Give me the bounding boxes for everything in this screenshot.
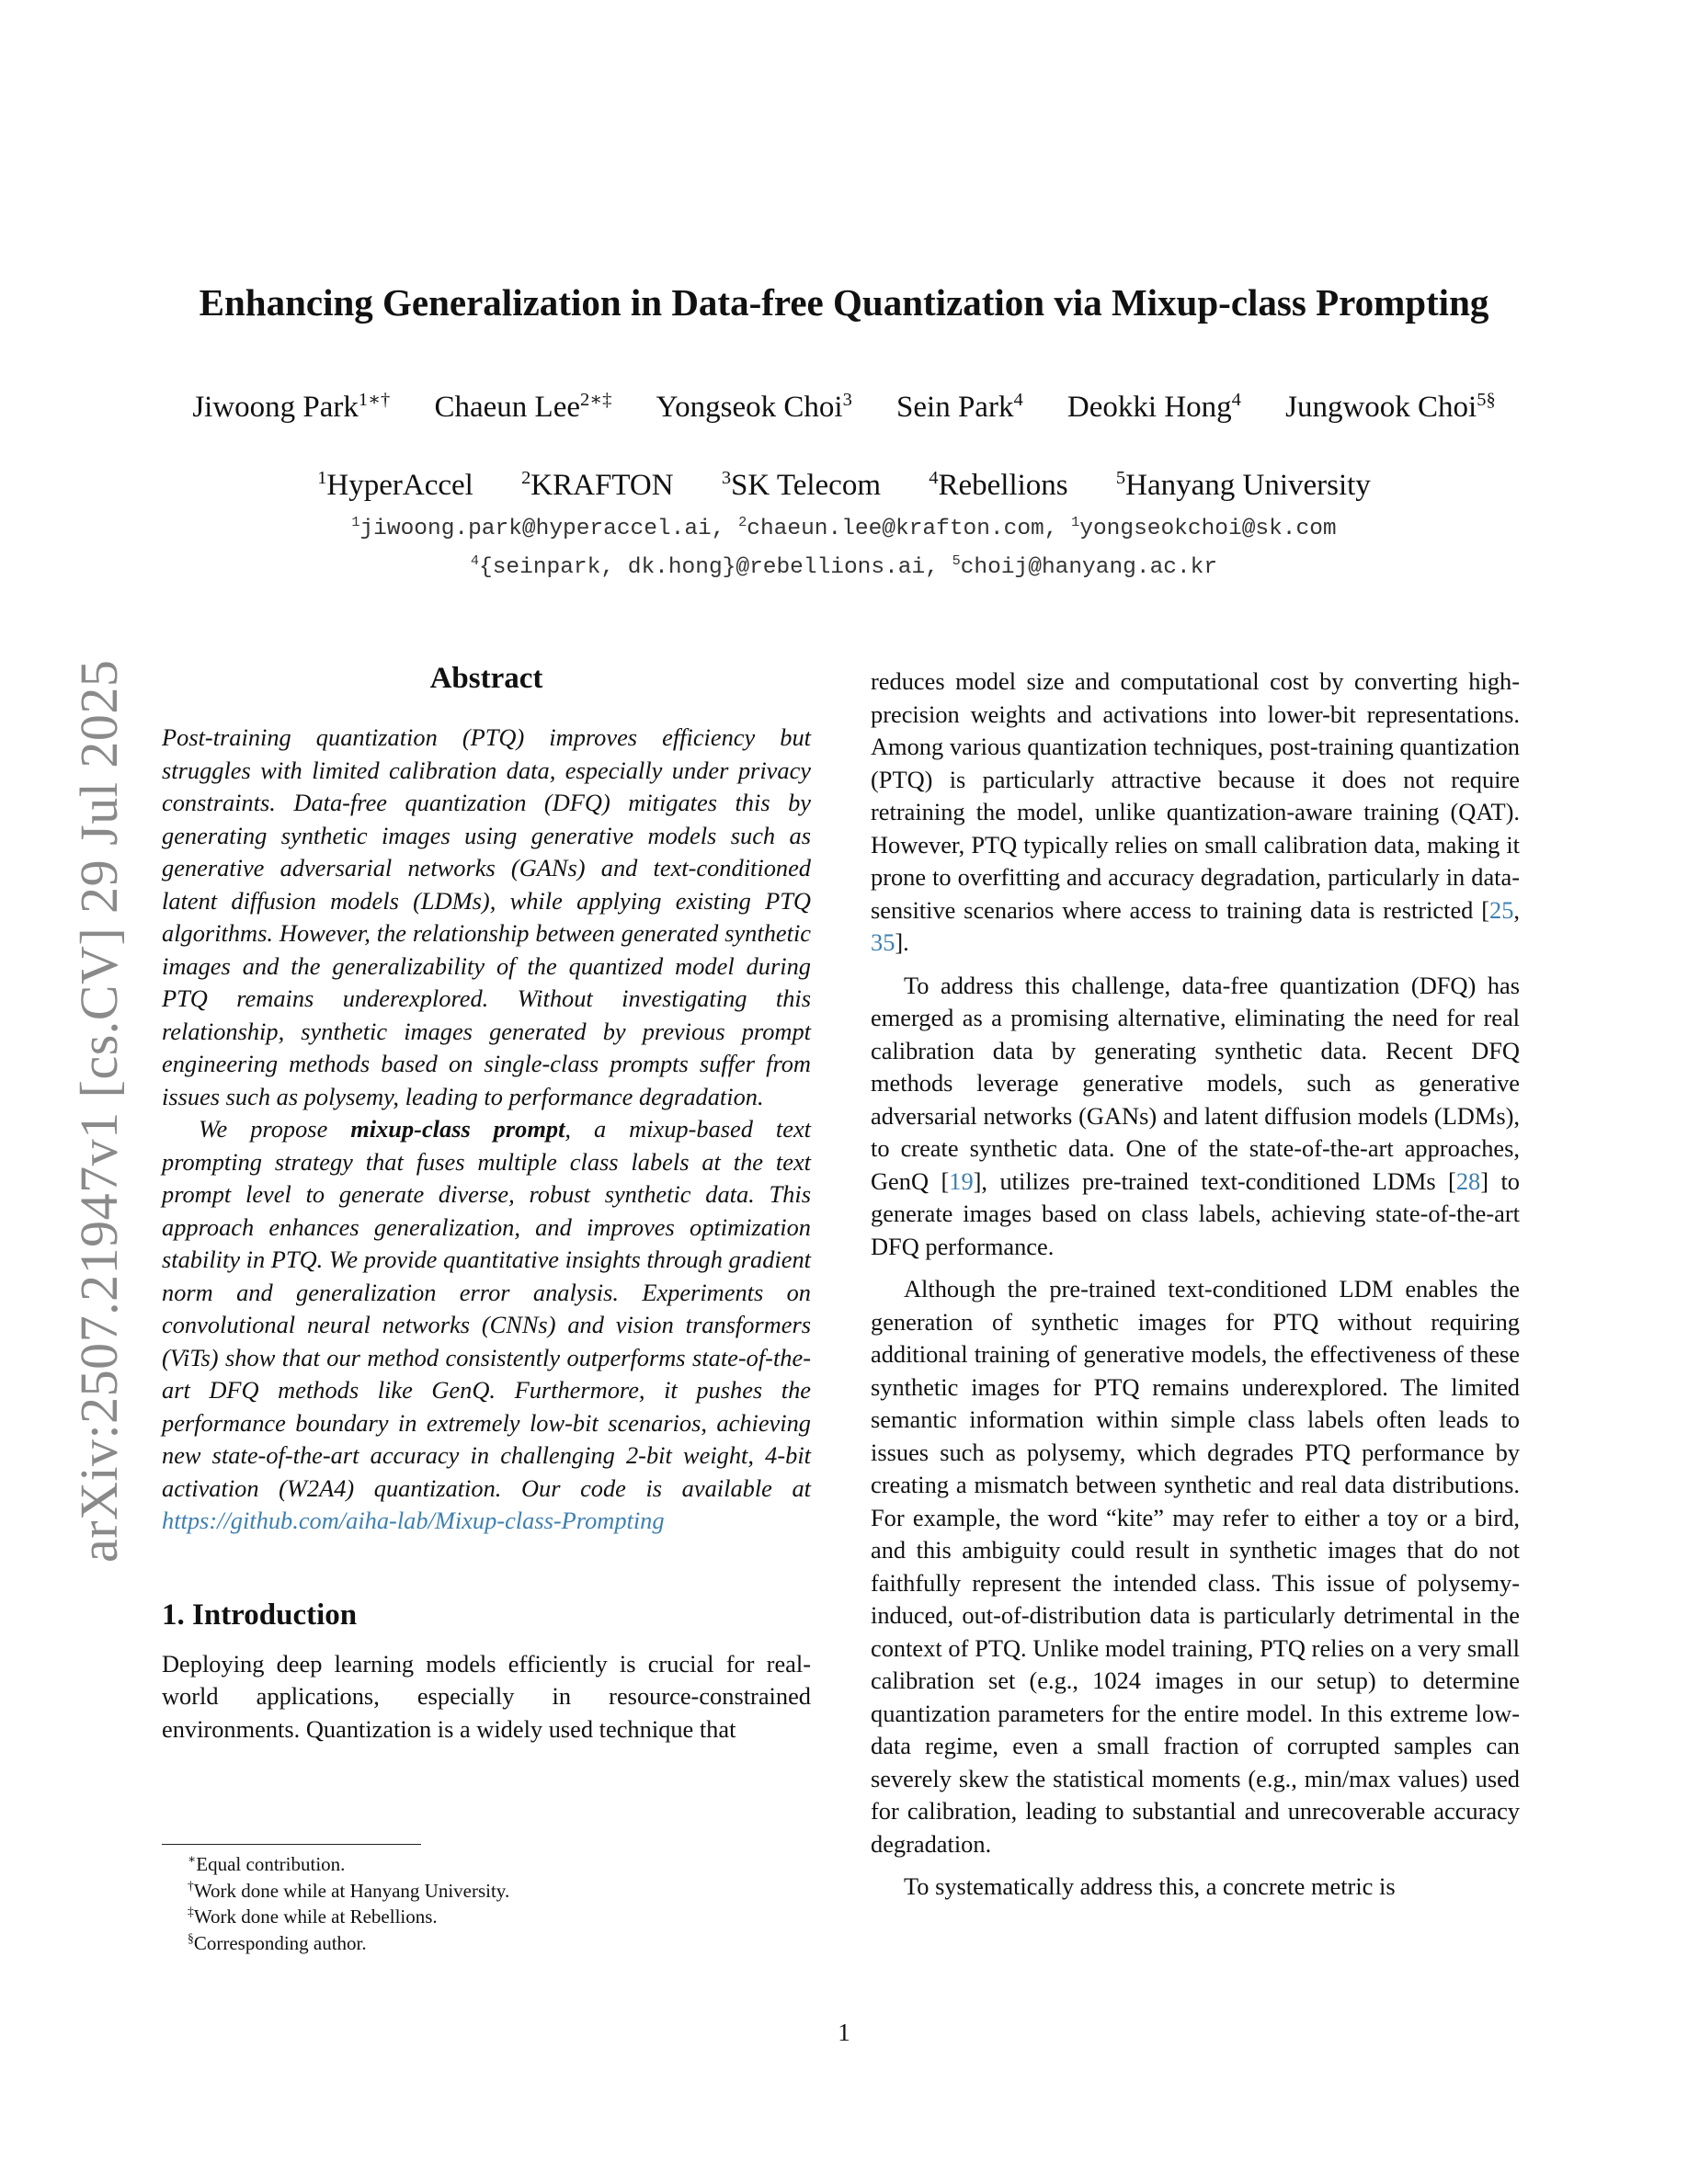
left-column [162, 658, 811, 1746]
body-paragraph: To systematically address this, a concrete metric is [904, 1872, 1396, 1900]
code-link[interactable]: https://github.com/aiha-lab/Mixup-class-Prompting [162, 1507, 665, 1534]
abstract-paragraph: Post-training quantization (PTQ) improves efficiency but struggles with limited calibration data, especially under privacy constraints. Data-free quantization (DFQ) mitigates this by generating synthetic images using generative models such as generative adversarial networks (GANs) and text-conditioned latent diffusion models (LDMs), while applying existing PTQ algorithms. However, the relationship between generated synthetic images and the generalizability of the quantized model during PTQ remains underexplored. Without investigating this relationship, synthetic images generated by previous prompt engineering methods based on single-class prompts suffer from issues such as polysemy, leading to performance degradation. [162, 723, 811, 1110]
email-address: chaeun.lee@krafton.com, [747, 517, 1058, 541]
email-line: $^1$jiwoong.park@hyperaccel.ai, $^2$chaeun.lee@krafton.com, $^1$yongseokchoi@sk.com [351, 513, 1337, 541]
email-line: $^4${seinpark, dk.hong}@rebellions.ai, $^5$choij@hanyang.ac.kr [470, 552, 1218, 580]
citation-link[interactable]: 28 [1455, 1166, 1481, 1195]
affiliation: $^5$Hanyang University [1115, 468, 1371, 502]
footnote: †Work done while at Hanyang University. [188, 1878, 510, 1902]
footnote-divider [162, 1844, 421, 1845]
citation-link[interactable]: 19 [949, 1166, 974, 1195]
author: Deokki Hong$^4$ [1066, 390, 1241, 424]
paper-title: Enhancing Generalization in Data-free Quantization via Mixup-class Prompting [199, 281, 1489, 324]
author-list [0, 391, 1688, 425]
footnotes [188, 1851, 776, 1956]
footnote: §Corresponding author. [188, 1930, 367, 1954]
author: Jungwook Choi$^{5\S}$ [1285, 390, 1496, 424]
author: Chaeun Lee$^{2∗\ddagger}$ [434, 390, 612, 424]
footnote: ∗Equal contribution. [188, 1852, 346, 1875]
body-paragraph: Although the pre-trained text-conditioned LDM enables the generation of synthetic images for PTQ without requiring additional training of generative models, the effectiveness of these synthetic images for PTQ remains underexplored. The limited semantic information within simple class labels often leads to issues such as polysemy, which degrades PTQ performance by creating a mismatch between synthetic and real data distributions. For example, the word “kite” may refer to either a toy or a bird, and this ambiguity could result in synthetic images that do not faithfully represent the intended class. This issue of polysemy-induced, out-of-distribution data is particularly detrimental in the context of PTQ. Unlike model training, PTQ relies on a very small calibration set (e.g., 1024 images in our setup) to determine quantization parameters for the entire model. In this extreme low-data regime, even a small fraction of corrupted samples can severely skew the statistical moments (e.g., min/max values) used for calibration, leading to substantial and unrecoverable accuracy degradation. [871, 1275, 1520, 1858]
citation-link[interactable]: 35 [871, 928, 895, 956]
email-address: jiwoong.park@hyperaccel.ai, [359, 517, 725, 541]
email-address: {seinpark, dk.hong}@rebellions.ai, [479, 555, 939, 580]
affiliation-list [0, 469, 1688, 503]
method-name: mixup-class prompt [350, 1115, 565, 1143]
affiliation: $^3$SK Telecom [721, 468, 882, 502]
page-number: 1 [838, 2019, 850, 2046]
abstract-heading: Abstract [429, 662, 543, 695]
right-column [871, 665, 1520, 1914]
citation-link[interactable]: 25 [1489, 895, 1514, 924]
body-paragraph: reduces model size and computational cost by converting high-precision weights and activations into lower-bit representations. Among various quantization techniques, post-training quantization (PTQ) is particularly attractive because it does not require retraining the model, unlike quantization-aware training (QAT). However, PTQ typically relies on small calibration data, making it prone to overfitting and accuracy degradation, particularly in data-sensitive scenarios where access to training data is restricted [25, 35]. [871, 667, 1520, 956]
affiliation: $^1$HyperAccel [317, 468, 473, 502]
section-heading-introduction: 1. Introduction [162, 1598, 358, 1632]
author: Yongseok Choi$^3$ [656, 390, 852, 424]
affiliation: $^2$KRAFTON [521, 468, 674, 502]
arxiv-identifier-stamp: arXiv:2507.21947v1 [cs.CV] 29 Jul 2025 [69, 659, 129, 1563]
author: Sein Park$^4$ [896, 390, 1023, 424]
affiliation: $^4$Rebellions [929, 468, 1068, 502]
author: Jiwoong Park$^{1∗\dagger}$ [192, 390, 391, 424]
abstract-paragraph: We propose mixup-class prompt, a mixup-based text prompting strategy that fuses multiple class labels at the text prompt level to generate diverse, robust synthetic data. This approach enhances generalization, and improves optimization stability in PTQ. We provide quantitative insights through gradient norm and generalization error analysis. Experiments on convolutional neural networks (CNNs) and vision transformers (ViTs) show that our method consistently outperforms state-of-the-art DFQ methods like GenQ. Furthermore, it pushes the performance boundary in extremely low-bit scenarios, achieving new state-of-the-art accuracy in challenging 2-bit weight, 4-bit activation (W2A4) quantization. Our code is available at https://github.com/aiha-lab/Mixup-class-Prompting [162, 1115, 811, 1534]
abstract-section [162, 658, 811, 1538]
email-address: choij@hanyang.ac.kr [960, 555, 1218, 580]
footnote: ‡Work done while at Rebellions. [188, 1905, 438, 1928]
body-paragraph: To address this challenge, data-free quantization (DFQ) has emerged as a promising alternative, eliminating the need for real calibration data by generating synthetic data. Recent DFQ methods leverage generative models, such as generative adversarial networks (GANs) and latent diffusion models (LDMs), to create synthetic data. One of the state-of-the-art approaches, GenQ [19], utilizes pre-trained text-conditioned LDMs [28] to generate images based on class labels, achieving state-of-the-art DFQ performance. [871, 971, 1520, 1260]
body-paragraph: Deploying deep learning models efficiently is crucial for real-world applications, especially in resource-constrained environments. Quantization is a widely used technique that [162, 1649, 811, 1743]
email-address: yongseokchoi@sk.com [1079, 517, 1337, 541]
